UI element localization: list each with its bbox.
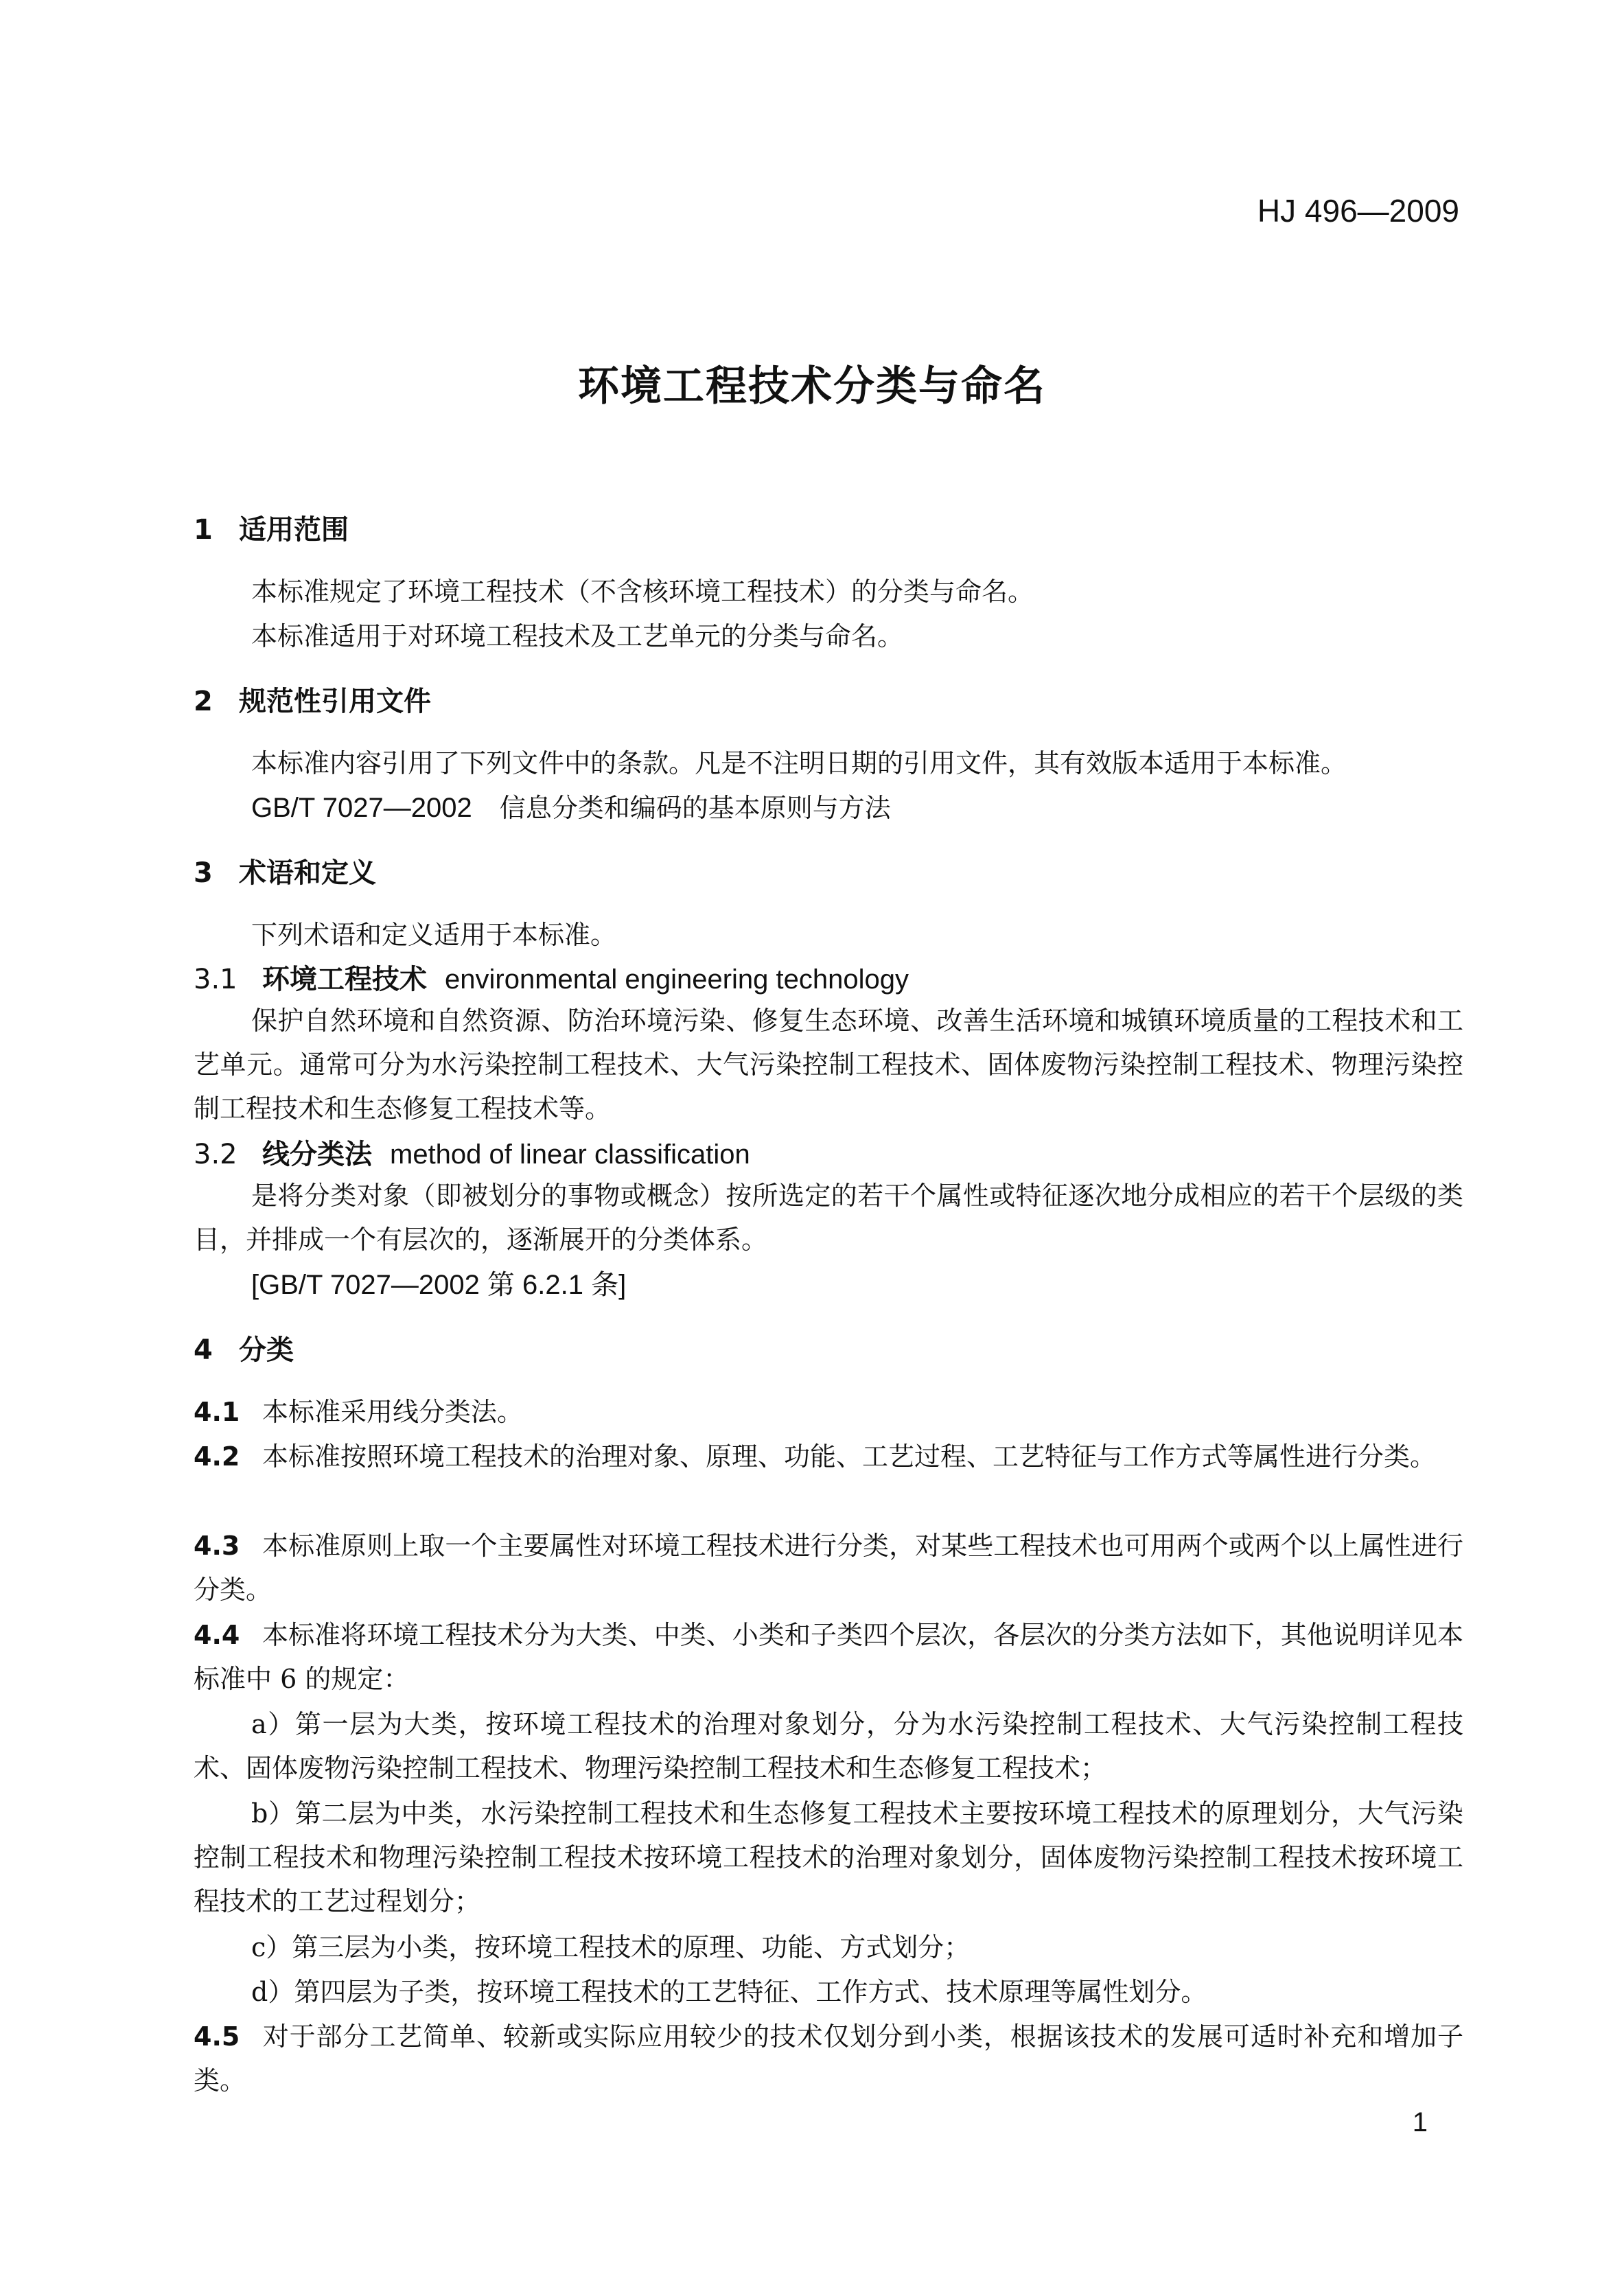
term-number: 3.1 [194, 964, 237, 995]
clause-text: 对于部分工艺简单、较新或实际应用较少的技术仅划分到小类，根据该技术的发展可适时补充和增加子类。 [194, 2021, 1463, 2096]
section-4-heading [194, 1328, 1463, 1372]
clause-4-4-item-c: c）第三层为小类，按环境工程技术的原理、功能、方式划分； [251, 1932, 971, 1962]
term-number: 3.2 [194, 1139, 237, 1170]
section-title: 规范性引用文件 [239, 686, 431, 717]
clause-4-4-item-b: b）第二层为中类，水污染控制工程技术和生态修复工程技术主要按环境工程技术的原理划分，大气污染控制工程技术和物理污染控制工程技术按环境工程技术的治理对象划分，固体废物污染控制工程技术按环境工程技术的工艺过程划分； [194, 1798, 1463, 1916]
section-number: 1 [194, 514, 213, 546]
clause-number: 4.4 [194, 1620, 240, 1650]
clause-number: 4.2 [194, 1441, 240, 1472]
term-3-1-definition: 保护自然环境和自然资源、防治环境污染、修复生态环境、改善生活环境和城镇环境质量的工程技术和工艺单元。通常可分为水污染控制工程技术、大气污染控制工程技术、固体废物污染控制工程技术、物理污染控制工程技术和生态修复工程技术等。 [194, 1006, 1463, 1124]
section-3-intro: 下列术语和定义适用于本标准。 [251, 920, 617, 950]
section-1-para-1: 本标准规定了环境工程技术（不含核环境工程技术）的分类与命名。 [251, 577, 1034, 607]
term-name-en: method of linear classification [390, 1139, 750, 1170]
clause-4-3 [194, 1524, 1463, 1612]
clause-4-4-item-d: d）第四层为子类，按环境工程技术的工艺特征、工作方式、技术原理等属性划分。 [251, 1977, 1207, 2007]
term-3-2-source: [GB/T 7027—2002 第 6.2.1 条] [251, 1270, 627, 1300]
term-name-zh: 线分类法 [262, 1139, 372, 1170]
normative-reference [194, 786, 1521, 830]
clause-4-1 [194, 1390, 1463, 1434]
clause-number: 4.1 [194, 1397, 240, 1427]
page-number: 1 [1412, 2107, 1428, 2137]
clause-text: 本标准按照环境工程技术的治理对象、原理、功能、工艺过程、工艺特征与工作方式等属性进行分类。 [262, 1441, 1437, 1472]
section-title: 术语和定义 [239, 857, 376, 889]
section-number: 2 [194, 686, 213, 717]
clause-4-4-item-a: a）第一层为大类，按环境工程技术的治理对象划分，分为水污染控制工程技术、大气污染控制工程技术、固体废物污染控制工程技术、物理污染控制工程技术和生态修复工程技术； [194, 1709, 1463, 1783]
section-2-heading [194, 680, 1463, 723]
term-name-en: environmental engineering technology [445, 964, 909, 995]
section-2-para-1: 本标准内容引用了下列文件中的条款。凡是不注明日期的引用文件，其有效版本适用于本标准。 [251, 748, 1347, 778]
clause-4-5 [194, 2015, 1463, 2102]
reference-code: GB/T 7027—2002 [251, 793, 472, 823]
section-number: 4 [194, 1334, 213, 1366]
section-1-heading [194, 508, 1463, 552]
clause-text: 本标准原则上取一个主要属性对环境工程技术进行分类，对某些工程技术也可用两个或两个以上属性进行分类。 [194, 1531, 1463, 1605]
term-name-zh: 环境工程技术 [262, 964, 427, 995]
clause-number: 4.5 [194, 2021, 240, 2052]
clause-4-2 [194, 1435, 1463, 1479]
document-title: 环境工程技术分类与命名 [578, 362, 1046, 410]
clause-text: 本标准将环境工程技术分为大类、中类、小类和子类四个层次，各层次的分类方法如下，其他说明详见本标准中 6 的规定： [194, 1620, 1463, 1694]
section-title: 分类 [239, 1334, 294, 1366]
standard-code: HJ 496—2009 [1257, 193, 1459, 229]
term-3-1-heading [194, 958, 1463, 1001]
term-3-2-heading [194, 1133, 1463, 1176]
section-3-heading [194, 851, 1463, 895]
clause-number: 4.3 [194, 1531, 240, 1561]
clause-text: 本标准采用线分类法。 [262, 1397, 524, 1427]
term-3-2-definition: 是将分类对象（即被划分的事物或概念）按所选定的若干个属性或特征逐次地分成相应的若干个层级的类目，并排成一个有层次的，逐渐展开的分类体系。 [194, 1181, 1463, 1255]
reference-title: 信息分类和编码的基本原则与方法 [499, 793, 891, 823]
section-number: 3 [194, 857, 213, 889]
section-title: 适用范围 [239, 514, 349, 546]
section-1-para-2: 本标准适用于对环境工程技术及工艺单元的分类与命名。 [251, 621, 904, 651]
clause-4-4 [194, 1613, 1463, 1701]
